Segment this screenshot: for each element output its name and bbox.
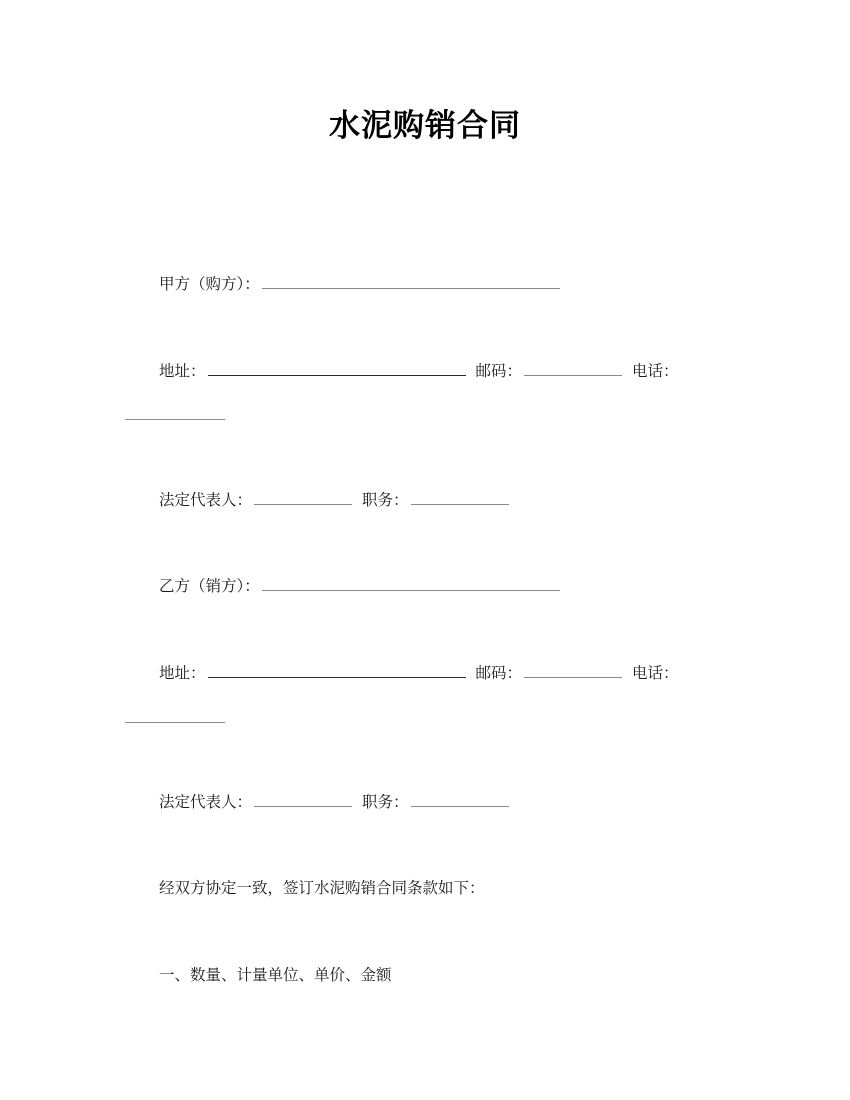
intro-paragraph: 经双方协定一致，签订水泥购销合同条款如下： xyxy=(159,879,485,897)
party-a-address-blank[interactable] xyxy=(208,361,466,376)
party-b-address-blank[interactable] xyxy=(208,663,466,678)
party-b-postcode-blank[interactable] xyxy=(524,663,622,678)
party-b-address-label: 地址： xyxy=(159,664,206,682)
party-a-rep-blank[interactable] xyxy=(254,490,352,505)
party-a-position-blank[interactable] xyxy=(411,490,509,505)
party-a-position-label: 职务： xyxy=(362,491,409,509)
party-b-rep-label: 法定代表人： xyxy=(159,793,253,811)
party-b-postcode-label: 邮码： xyxy=(475,664,523,682)
party-a-label: 甲方（购方）： xyxy=(159,275,260,293)
party-a-phone-blank[interactable] xyxy=(125,419,225,420)
party-b-rep-blank[interactable] xyxy=(254,792,352,807)
party-b-label: 乙方（销方）： xyxy=(159,577,260,595)
party-b-position-blank[interactable] xyxy=(411,792,509,807)
party-b-phone-label: 电话： xyxy=(632,664,679,682)
party-a-postcode-blank[interactable] xyxy=(524,361,622,376)
party-b-row xyxy=(159,575,562,597)
party-b-name-blank[interactable] xyxy=(262,576,560,591)
section-1-heading: 一、数量、计量单位、单价、金额 xyxy=(159,966,392,984)
party-b-rep-row xyxy=(159,791,511,813)
party-a-name-blank[interactable] xyxy=(262,274,560,289)
party-a-row xyxy=(159,273,562,295)
party-a-rep-row xyxy=(159,489,511,511)
party-a-address-row xyxy=(159,360,679,382)
party-b-address-row xyxy=(159,662,679,684)
party-b-position-label: 职务： xyxy=(362,793,409,811)
party-b-phone-blank[interactable] xyxy=(125,722,225,723)
document-title: 水泥购销合同 xyxy=(329,108,521,144)
party-a-postcode-label: 邮码： xyxy=(475,362,523,380)
party-a-rep-label: 法定代表人： xyxy=(159,491,253,509)
party-a-phone-label: 电话： xyxy=(632,362,679,380)
party-a-address-label: 地址： xyxy=(159,362,206,380)
